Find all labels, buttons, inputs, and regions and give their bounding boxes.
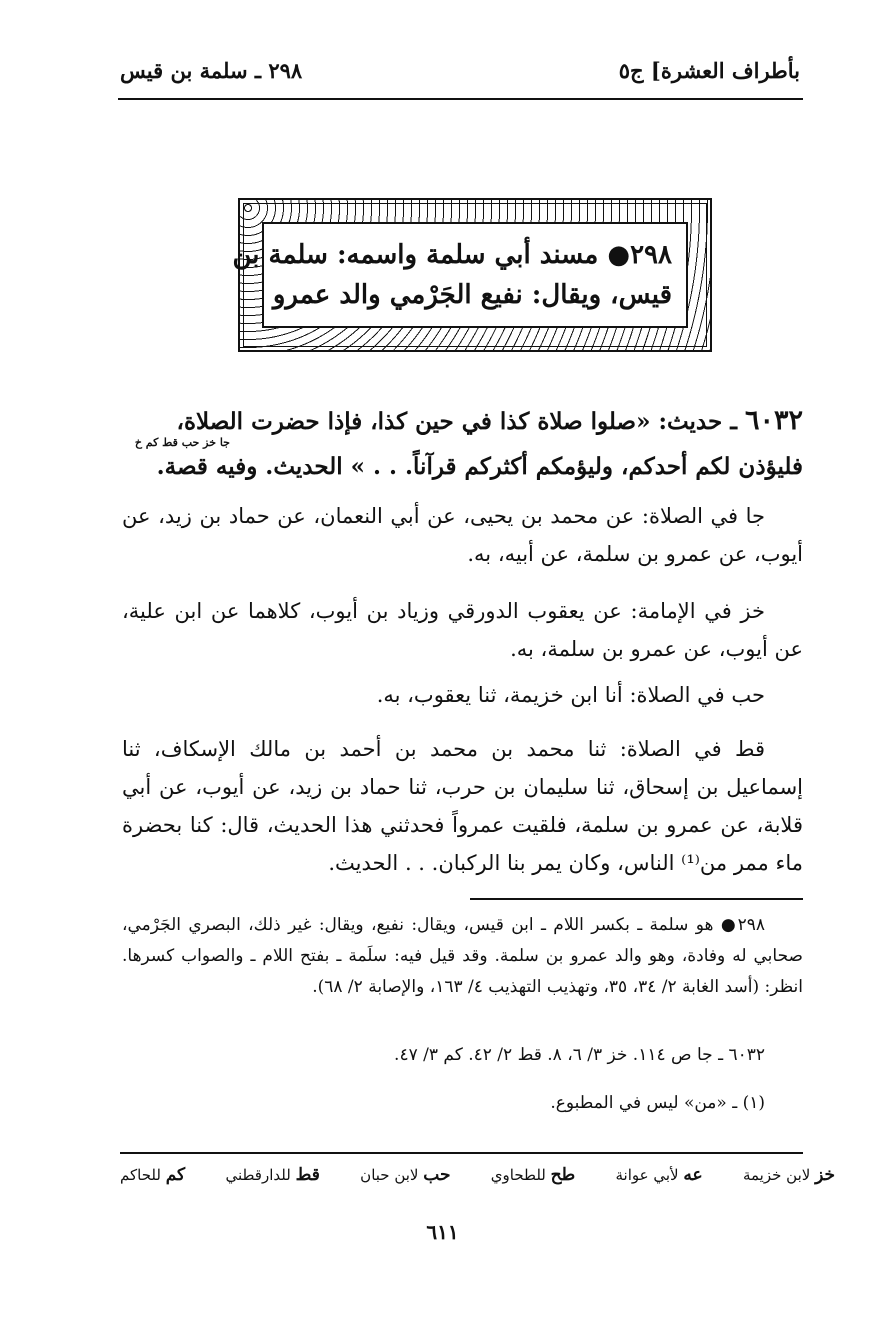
key-entry: حب لابن حبان [360,1165,451,1185]
footnote-6032: ٦٠٣٢ ـ جا ص ١١٤. خز ٣/ ٦، ٨. قط ٢/ ٤٢. كم ٣/ ٤٧. [394,1045,765,1065]
footnote-rule [470,898,803,900]
frame-title-box [232,222,688,328]
paragraph-qt: قط في الصلاة: ثنا محمد بن محمد بن أحمد بن مالك الإسكاف، ثنا إسماعيل بن إسحاق، ثنا سليمان بن حرب، ثنا حماد بن زيد، عن أيوب، عن أبي قلابة، عن عمرو بن سلمة، فلقيت عمرواً فحدثني هذا الحديث، قال: كنا بحضرة ماء ممر من⁽¹⁾ الناس، وكان يمر بنا الركبان. . . الحديث. [122,737,803,875]
key-entry: كم للحاكم [120,1165,186,1185]
hadith-text-1: ـ حديث: «صلوا صلاة كذا في حين كذا، فإذا حضرت الصلاة، [176,408,745,435]
hadith-number: ٦٠٣٢ [744,405,803,436]
musnad-title-line-1: ٢٩٨● مسند أبي سلمة واسمه: سلمة بن [232,239,672,270]
header-book-title: بأطراف العشرة] ج٥ [618,58,800,83]
running-header [120,58,800,83]
musnad-title-line-2: قيس، ويقال: نفيع الجَرْمي والد عمرو [272,280,672,310]
abbreviation-key [120,1165,835,1185]
footnote-298: ٢٩٨● هو سلمة ـ بكسر اللام ـ ابن قيس، ويقال: نفيع، ويقال: غير ذلك، البصري الجَرْمي، صحابي له وفادة، وهو والد عمرو بن سلمة. وقد قيل فيه: سلَمة ـ بفتح اللام ـ والصواب كسرها. انظر: (أسد الغابة ٢/ ٣٤، ٣٥، وتهذيب التهذيب ٤/ ١٦٣، والإصابة ٢/ ٦٨). [122,915,803,997]
key-entry: قط للدارقطني [225,1165,320,1185]
ornamental-frame [232,198,712,352]
hadith-heading-line-1 [125,405,803,436]
key-rule [120,1152,803,1154]
paragraph-ja: جا في الصلاة: عن محمد بن يحيى، عن أبي النعمان، عن حماد بن زيد، عن أيوب، عن عمرو بن سلمة، عن أبيه، به. [122,504,803,566]
page-number: ٦١١ [426,1220,459,1244]
hadith-heading-line-2: فليؤذن لكم أحدكم، وليؤمكم أكثركم قرآناً. . . » الحديث. وفيه قصة. [156,453,803,480]
hadith-sigla: جا خز حب قط كم خ [134,436,230,449]
footnote-1: (١) ـ «من» ليس في المطبوع. [550,1093,765,1113]
paragraph-khz: خز في الإمامة: عن يعقوب الدورقي وزياد بن أيوب، كلاهما عن ابن علية، عن أيوب، عن عمرو بن سلمة، به. [122,599,803,661]
key-entry: خز لابن خزيمة [742,1165,835,1185]
paragraph-hb: حب في الصلاة: أنا ابن خزيمة، ثنا يعقوب، به. [376,683,765,707]
header-rule [118,98,803,100]
header-section-title: ٢٩٨ ـ سلمة بن قيس [120,58,303,83]
key-entry: عه لأبي عوانة [615,1165,703,1185]
key-entry: طح للطحاوي [490,1165,576,1185]
